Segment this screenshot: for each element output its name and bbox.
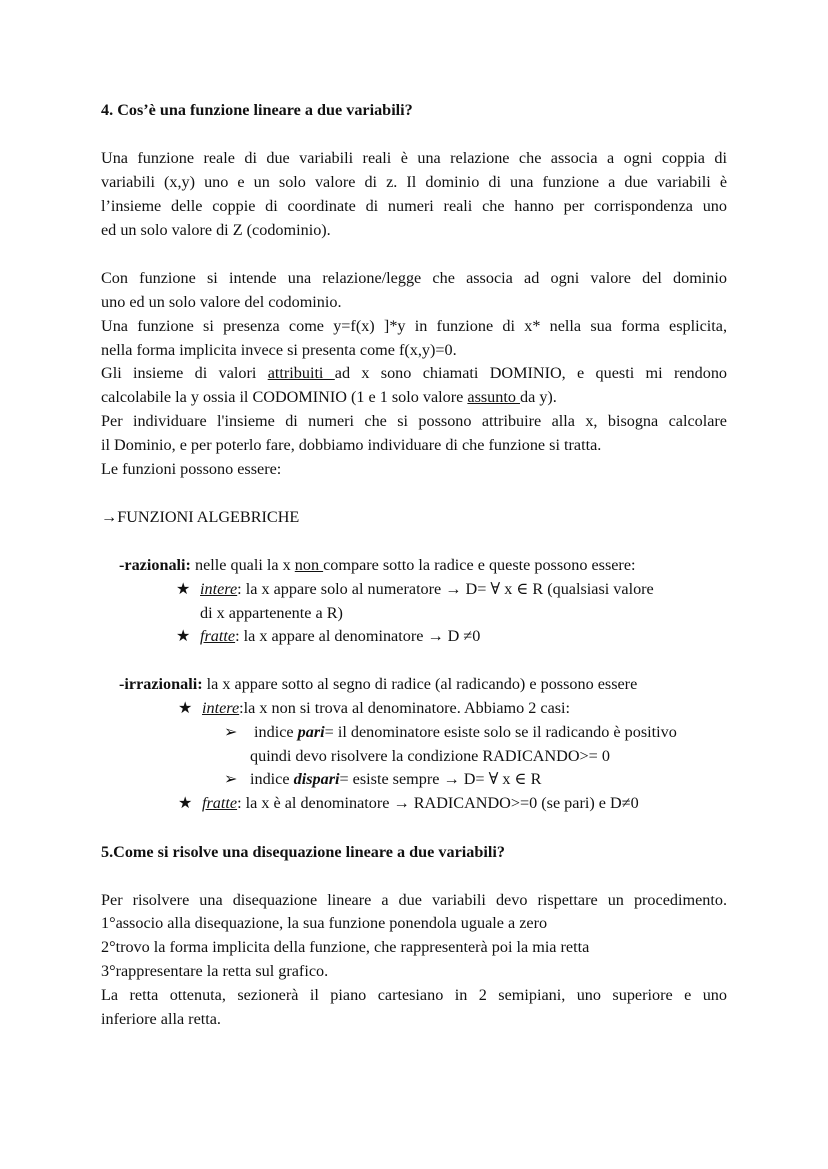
razionali-line: -razionali: nelle quali la x non compare sotto la radice e queste possono essere: (119, 556, 636, 574)
question-5-title: 5.Come si risolve una disequazione lineare a due variabili? (101, 843, 505, 861)
q4-para5-line2: il Dominio, e per poterlo fare, dobbiamo individuare di che funzione si tratta. (101, 436, 602, 454)
star-bullet-icon: ★ (178, 699, 193, 717)
q4-para2-line2: uno ed un solo valore del codominio. (101, 293, 342, 311)
razionali-fratte-item: ★ fratte: la x appare al denominatore → D ≠0 (176, 625, 480, 649)
q4-para1-line2: variabili (x,y) uno e un solo valore di z. Il dominio di una funzione a due variabili è (101, 173, 727, 191)
q4-para5-line1: Per individuare l'insieme di numeri che si possono attribuire alla x, bisogna calcolare (101, 412, 727, 430)
q5-line1: Per risolvere una disequazione lineare a due variabili devo rispettare un procedimento. (101, 891, 727, 909)
arrowhead-bullet-icon: ➢ (224, 770, 238, 788)
q5-step1: 1°associo alla disequazione, la sua funzione ponendola uguale a zero (101, 914, 548, 932)
star-bullet-icon: ★ (176, 627, 191, 645)
irrazionali-fratte-item: ★ fratte: la x è al denominatore → RADICANDO>=0 (se pari) e D≠0 (178, 792, 639, 816)
star-bullet-icon: ★ (178, 794, 193, 812)
q5-step2: 2°trovo la forma implicita della funzione, che rappresenterà poi la mia retta (101, 938, 590, 956)
q5-final-line1: La retta ottenuta, sezionerà il piano cartesiano in 2 semipiani, uno superiore e uno (101, 986, 727, 1004)
indice-dispari-item: ➢ indice dispari= esiste sempre → D= ∀ x ∈ R (224, 768, 541, 792)
indice-pari-continuation: quindi devo risolvere la condizione RADICANDO>= 0 (250, 747, 610, 765)
q4-para3-line1: Una funzione si presenza come y=f(x) ]*y in funzione di x* nella sua forma esplicita, (101, 317, 727, 335)
star-bullet-icon: ★ (176, 580, 191, 598)
q5-final-line2: inferiore alla retta. (101, 1010, 221, 1028)
q4-para1-line1: Una funzione reale di due variabili reali è una relazione che associa a ogni coppia di (101, 149, 727, 167)
q4-para6: Le funzioni possono essere: (101, 460, 282, 478)
irrazionali-line: -irrazionali: la x appare sotto al segno di radice (al radicando) e possono essere (119, 675, 638, 693)
q4-para1-line3: l’insieme delle coppie di coordinate di numeri reali che hanno per corrispondenza uno (101, 197, 727, 215)
razionali-intere-item: ★ intere: la x appare solo al numeratore → D= ∀ x ∈ R (qualsiasi valore (176, 578, 654, 602)
q4-para1-line4: ed un solo valore di Z (codominio). (101, 221, 331, 239)
arrowhead-bullet-icon: ➢ (224, 723, 238, 741)
q4-para4-line1: Gli insieme di valori attribuiti ad x sono chiamati DOMINIO, e questi mi rendono (101, 364, 728, 382)
q4-para2-line1: Con funzione si intende una relazione/legge che associa ad ogni valore del dominio (101, 269, 727, 287)
q4-para3-line2: nella forma implicita invece si presenta come f(x,y)=0. (101, 341, 457, 359)
indice-pari-item: ➢ indice pari= il denominatore esiste solo se il radicando è positivo (224, 721, 677, 745)
irrazionali-intere-item: ★ intere:la x non si trova al denominatore. Abbiamo 2 casi: (178, 697, 570, 721)
q4-para4-line2: calcolabile la y ossia il CODOMINIO (1 e 1 solo valore assunto da y). (101, 388, 557, 406)
question-4-title: 4. Cos’è una funzione lineare a due variabili? (101, 101, 413, 119)
algebraic-functions-heading: →FUNZIONI ALGEBRICHE (101, 508, 300, 526)
q5-step3: 3°rappresentare la retta sul grafico. (101, 962, 329, 980)
razionali-intere-continuation: di x appartenente a R) (200, 604, 343, 622)
